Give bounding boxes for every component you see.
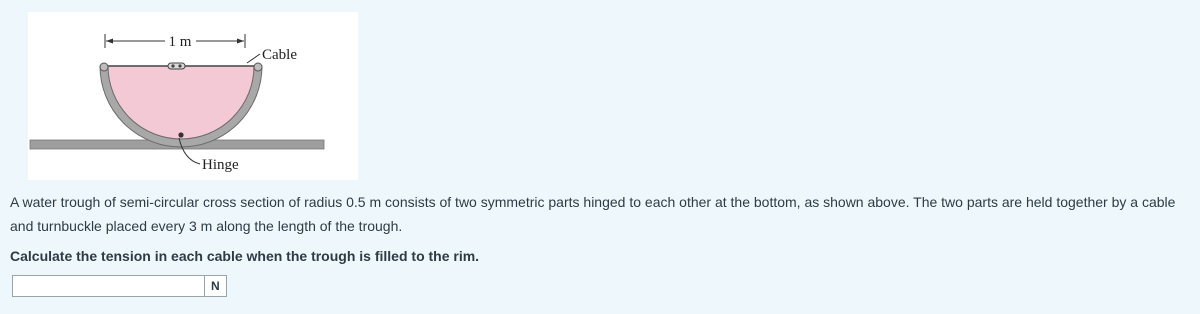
trough-diagram bbox=[28, 12, 358, 180]
cable-leader bbox=[247, 54, 260, 63]
turnbuckle bbox=[168, 63, 185, 69]
cable-label: Cable bbox=[262, 47, 297, 63]
hinge-point bbox=[178, 132, 183, 137]
problem-statement: A water trough of semi-circular cross section of radius 0.5 m consists of two symmetric parts hinged to each other at the bottom, as shown above. The two parts are held together by a cable and turnbuckle placed every 3 m along the length of the trough. bbox=[10, 194, 1176, 234]
tension-answer-input[interactable] bbox=[12, 275, 205, 297]
turnbuckle-pin-right bbox=[178, 64, 181, 67]
hinge-label: Hinge bbox=[202, 157, 239, 173]
unit-label: N bbox=[205, 275, 227, 297]
trough-svg bbox=[28, 12, 358, 180]
question-prompt: Calculate the tension in each cable when the trough is filled to the rim. bbox=[10, 248, 480, 264]
answer-row bbox=[12, 275, 227, 297]
dimension-arrow-right bbox=[237, 39, 244, 44]
dimension-arrow-left bbox=[106, 39, 113, 44]
turnbuckle-pin-left bbox=[171, 64, 174, 67]
dimension-label: 1 m bbox=[168, 34, 192, 50]
right-rim-lug bbox=[254, 63, 262, 71]
left-rim-lug bbox=[100, 63, 108, 71]
